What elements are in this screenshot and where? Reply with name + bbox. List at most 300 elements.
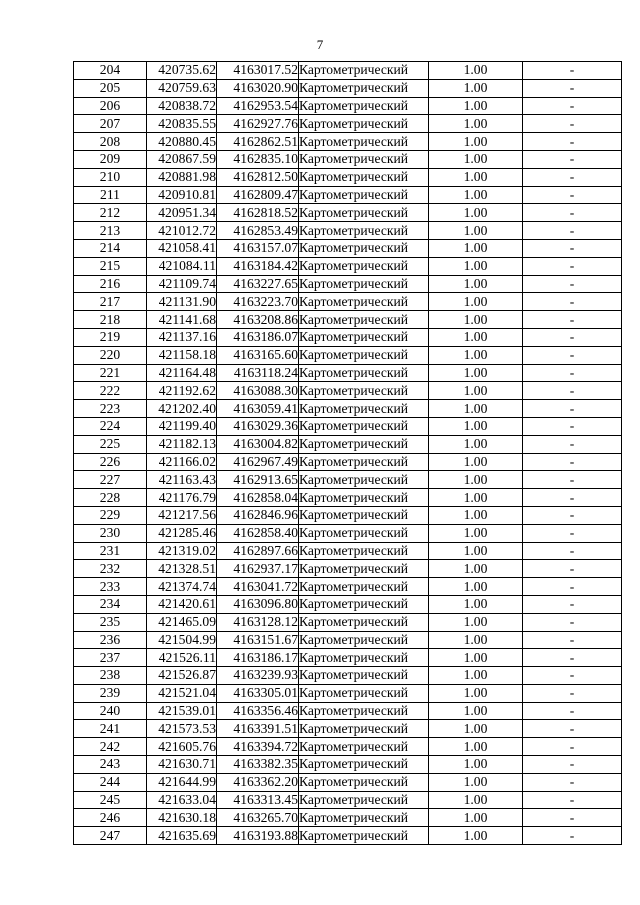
method-cell: Картометрический bbox=[299, 649, 429, 667]
table-row bbox=[74, 364, 622, 382]
accuracy-cell: 1.00 bbox=[429, 311, 523, 329]
method-cell: Картометрический bbox=[299, 400, 429, 418]
point-number-cell: 208 bbox=[74, 133, 147, 151]
method-cell: Картометрический bbox=[299, 150, 429, 168]
x-coordinate-cell: 421166.02 bbox=[147, 453, 217, 471]
point-number-cell: 209 bbox=[74, 150, 147, 168]
description-cell: - bbox=[523, 578, 622, 596]
accuracy-cell: 1.00 bbox=[429, 613, 523, 631]
table-row bbox=[74, 773, 622, 791]
x-coordinate-cell: 420838.72 bbox=[147, 97, 217, 115]
description-cell: - bbox=[523, 97, 622, 115]
accuracy-cell: 1.00 bbox=[429, 257, 523, 275]
x-coordinate-cell: 421644.99 bbox=[147, 773, 217, 791]
description-cell: - bbox=[523, 417, 622, 435]
accuracy-cell: 1.00 bbox=[429, 506, 523, 524]
accuracy-cell: 1.00 bbox=[429, 684, 523, 702]
y-coordinate-cell: 4163017.52 bbox=[217, 62, 299, 80]
table-row bbox=[74, 631, 622, 649]
point-number-cell: 243 bbox=[74, 756, 147, 774]
y-coordinate-cell: 4162835.10 bbox=[217, 150, 299, 168]
point-number-cell: 210 bbox=[74, 168, 147, 186]
table-row bbox=[74, 239, 622, 257]
accuracy-cell: 1.00 bbox=[429, 578, 523, 596]
x-coordinate-cell: 421630.18 bbox=[147, 809, 217, 827]
page-number: 7 bbox=[316, 37, 324, 52]
x-coordinate-cell: 420867.59 bbox=[147, 150, 217, 168]
point-number-cell: 236 bbox=[74, 631, 147, 649]
accuracy-cell: 1.00 bbox=[429, 791, 523, 809]
accuracy-cell: 1.00 bbox=[429, 435, 523, 453]
accuracy-cell: 1.00 bbox=[429, 186, 523, 204]
y-coordinate-cell: 4162809.47 bbox=[217, 186, 299, 204]
table-row bbox=[74, 524, 622, 542]
x-coordinate-cell: 421630.71 bbox=[147, 756, 217, 774]
x-coordinate-cell: 421465.09 bbox=[147, 613, 217, 631]
table-row bbox=[74, 204, 622, 222]
point-number-cell: 205 bbox=[74, 79, 147, 97]
method-cell: Картометрический bbox=[299, 97, 429, 115]
y-coordinate-cell: 4163096.80 bbox=[217, 595, 299, 613]
accuracy-cell: 1.00 bbox=[429, 649, 523, 667]
point-number-cell: 222 bbox=[74, 382, 147, 400]
point-number-cell: 227 bbox=[74, 471, 147, 489]
y-coordinate-cell: 4163186.07 bbox=[217, 328, 299, 346]
table-row bbox=[74, 489, 622, 507]
y-coordinate-cell: 4163165.60 bbox=[217, 346, 299, 364]
y-coordinate-cell: 4163394.72 bbox=[217, 738, 299, 756]
y-coordinate-cell: 4163382.35 bbox=[217, 756, 299, 774]
accuracy-cell: 1.00 bbox=[429, 702, 523, 720]
table-row bbox=[74, 506, 622, 524]
x-coordinate-cell: 421084.11 bbox=[147, 257, 217, 275]
y-coordinate-cell: 4163029.36 bbox=[217, 417, 299, 435]
y-coordinate-cell: 4163313.45 bbox=[217, 791, 299, 809]
description-cell: - bbox=[523, 311, 622, 329]
description-cell: - bbox=[523, 542, 622, 560]
y-coordinate-cell: 4162897.66 bbox=[217, 542, 299, 560]
accuracy-cell: 1.00 bbox=[429, 400, 523, 418]
table-row bbox=[74, 702, 622, 720]
point-number-cell: 244 bbox=[74, 773, 147, 791]
y-coordinate-cell: 4162953.54 bbox=[217, 97, 299, 115]
y-coordinate-cell: 4163088.30 bbox=[217, 382, 299, 400]
accuracy-cell: 1.00 bbox=[429, 239, 523, 257]
method-cell: Картометрический bbox=[299, 346, 429, 364]
x-coordinate-cell: 421420.61 bbox=[147, 595, 217, 613]
accuracy-cell: 1.00 bbox=[429, 524, 523, 542]
method-cell: Картометрический bbox=[299, 79, 429, 97]
table-row bbox=[74, 720, 622, 738]
table-row bbox=[74, 542, 622, 560]
y-coordinate-cell: 4163305.01 bbox=[217, 684, 299, 702]
y-coordinate-cell: 4163391.51 bbox=[217, 720, 299, 738]
description-cell: - bbox=[523, 239, 622, 257]
x-coordinate-cell: 421176.79 bbox=[147, 489, 217, 507]
point-number-cell: 207 bbox=[74, 115, 147, 133]
point-number-cell: 234 bbox=[74, 595, 147, 613]
accuracy-cell: 1.00 bbox=[429, 346, 523, 364]
x-coordinate-cell: 420910.81 bbox=[147, 186, 217, 204]
method-cell: Картометрический bbox=[299, 524, 429, 542]
y-coordinate-cell: 4163186.17 bbox=[217, 649, 299, 667]
point-number-cell: 240 bbox=[74, 702, 147, 720]
table-row bbox=[74, 578, 622, 596]
y-coordinate-cell: 4163265.70 bbox=[217, 809, 299, 827]
x-coordinate-cell: 421521.04 bbox=[147, 684, 217, 702]
method-cell: Картометрический bbox=[299, 257, 429, 275]
x-coordinate-cell: 421328.51 bbox=[147, 560, 217, 578]
description-cell: - bbox=[523, 293, 622, 311]
point-number-cell: 221 bbox=[74, 364, 147, 382]
y-coordinate-cell: 4163184.42 bbox=[217, 257, 299, 275]
point-number-cell: 230 bbox=[74, 524, 147, 542]
point-number-cell: 245 bbox=[74, 791, 147, 809]
method-cell: Картометрический bbox=[299, 791, 429, 809]
point-number-cell: 211 bbox=[74, 186, 147, 204]
method-cell: Картометрический bbox=[299, 222, 429, 240]
table-row bbox=[74, 667, 622, 685]
description-cell: - bbox=[523, 773, 622, 791]
y-coordinate-cell: 4162818.52 bbox=[217, 204, 299, 222]
accuracy-cell: 1.00 bbox=[429, 720, 523, 738]
x-coordinate-cell: 420835.55 bbox=[147, 115, 217, 133]
description-cell: - bbox=[523, 560, 622, 578]
method-cell: Картометрический bbox=[299, 204, 429, 222]
y-coordinate-cell: 4163157.07 bbox=[217, 239, 299, 257]
method-cell: Картометрический bbox=[299, 578, 429, 596]
table-row bbox=[74, 168, 622, 186]
description-cell: - bbox=[523, 79, 622, 97]
description-cell: - bbox=[523, 702, 622, 720]
method-cell: Картометрический bbox=[299, 613, 429, 631]
point-number-cell: 204 bbox=[74, 62, 147, 80]
table-row bbox=[74, 809, 622, 827]
method-cell: Картометрический bbox=[299, 62, 429, 80]
y-coordinate-cell: 4163208.86 bbox=[217, 311, 299, 329]
x-coordinate-cell: 421109.74 bbox=[147, 275, 217, 293]
description-cell: - bbox=[523, 62, 622, 80]
description-cell: - bbox=[523, 186, 622, 204]
x-coordinate-cell: 421374.74 bbox=[147, 578, 217, 596]
point-number-cell: 218 bbox=[74, 311, 147, 329]
y-coordinate-cell: 4162927.76 bbox=[217, 115, 299, 133]
x-coordinate-cell: 421163.43 bbox=[147, 471, 217, 489]
point-number-cell: 214 bbox=[74, 239, 147, 257]
point-number-cell: 219 bbox=[74, 328, 147, 346]
y-coordinate-cell: 4162913.65 bbox=[217, 471, 299, 489]
point-number-cell: 246 bbox=[74, 809, 147, 827]
description-cell: - bbox=[523, 453, 622, 471]
description-cell: - bbox=[523, 435, 622, 453]
x-coordinate-cell: 421192.62 bbox=[147, 382, 217, 400]
accuracy-cell: 1.00 bbox=[429, 328, 523, 346]
method-cell: Картометрический bbox=[299, 328, 429, 346]
y-coordinate-cell: 4162812.50 bbox=[217, 168, 299, 186]
point-number-cell: 233 bbox=[74, 578, 147, 596]
y-coordinate-cell: 4163041.72 bbox=[217, 578, 299, 596]
point-number-cell: 213 bbox=[74, 222, 147, 240]
description-cell: - bbox=[523, 506, 622, 524]
y-coordinate-cell: 4163227.65 bbox=[217, 275, 299, 293]
point-number-cell: 216 bbox=[74, 275, 147, 293]
point-number-cell: 238 bbox=[74, 667, 147, 685]
method-cell: Картометрический bbox=[299, 756, 429, 774]
point-number-cell: 235 bbox=[74, 613, 147, 631]
y-coordinate-cell: 4162937.17 bbox=[217, 560, 299, 578]
y-coordinate-cell: 4162858.04 bbox=[217, 489, 299, 507]
point-number-cell: 206 bbox=[74, 97, 147, 115]
point-number-cell: 229 bbox=[74, 506, 147, 524]
accuracy-cell: 1.00 bbox=[429, 293, 523, 311]
method-cell: Картометрический bbox=[299, 133, 429, 151]
point-number-cell: 239 bbox=[74, 684, 147, 702]
y-coordinate-cell: 4162858.40 bbox=[217, 524, 299, 542]
accuracy-cell: 1.00 bbox=[429, 667, 523, 685]
method-cell: Картометрический bbox=[299, 168, 429, 186]
table-row bbox=[74, 595, 622, 613]
point-number-cell: 225 bbox=[74, 435, 147, 453]
description-cell: - bbox=[523, 204, 622, 222]
accuracy-cell: 1.00 bbox=[429, 542, 523, 560]
point-number-cell: 224 bbox=[74, 417, 147, 435]
point-number-cell: 223 bbox=[74, 400, 147, 418]
description-cell: - bbox=[523, 720, 622, 738]
accuracy-cell: 1.00 bbox=[429, 222, 523, 240]
table-row bbox=[74, 293, 622, 311]
accuracy-cell: 1.00 bbox=[429, 417, 523, 435]
coordinates-table-body bbox=[74, 62, 622, 845]
table-row bbox=[74, 346, 622, 364]
y-coordinate-cell: 4162967.49 bbox=[217, 453, 299, 471]
accuracy-cell: 1.00 bbox=[429, 275, 523, 293]
description-cell: - bbox=[523, 346, 622, 364]
table-row bbox=[74, 311, 622, 329]
description-cell: - bbox=[523, 738, 622, 756]
x-coordinate-cell: 420759.63 bbox=[147, 79, 217, 97]
table-row bbox=[74, 382, 622, 400]
description-cell: - bbox=[523, 150, 622, 168]
y-coordinate-cell: 4163356.46 bbox=[217, 702, 299, 720]
method-cell: Картометрический bbox=[299, 542, 429, 560]
description-cell: - bbox=[523, 382, 622, 400]
description-cell: - bbox=[523, 400, 622, 418]
accuracy-cell: 1.00 bbox=[429, 115, 523, 133]
table-row bbox=[74, 453, 622, 471]
table-row bbox=[74, 275, 622, 293]
method-cell: Картометрический bbox=[299, 738, 429, 756]
x-coordinate-cell: 421633.04 bbox=[147, 791, 217, 809]
accuracy-cell: 1.00 bbox=[429, 738, 523, 756]
method-cell: Картометрический bbox=[299, 827, 429, 845]
table-row bbox=[74, 417, 622, 435]
y-coordinate-cell: 4163059.41 bbox=[217, 400, 299, 418]
y-coordinate-cell: 4163362.20 bbox=[217, 773, 299, 791]
accuracy-cell: 1.00 bbox=[429, 631, 523, 649]
table-row bbox=[74, 97, 622, 115]
description-cell: - bbox=[523, 613, 622, 631]
method-cell: Картометрический bbox=[299, 471, 429, 489]
description-cell: - bbox=[523, 489, 622, 507]
description-cell: - bbox=[523, 667, 622, 685]
method-cell: Картометрический bbox=[299, 239, 429, 257]
description-cell: - bbox=[523, 364, 622, 382]
table-row bbox=[74, 560, 622, 578]
method-cell: Картометрический bbox=[299, 435, 429, 453]
point-number-cell: 247 bbox=[74, 827, 147, 845]
table-row bbox=[74, 471, 622, 489]
accuracy-cell: 1.00 bbox=[429, 168, 523, 186]
method-cell: Картометрический bbox=[299, 453, 429, 471]
x-coordinate-cell: 421164.48 bbox=[147, 364, 217, 382]
point-number-cell: 237 bbox=[74, 649, 147, 667]
method-cell: Картометрический bbox=[299, 275, 429, 293]
table-row bbox=[74, 79, 622, 97]
table-row bbox=[74, 62, 622, 80]
method-cell: Картометрический bbox=[299, 293, 429, 311]
y-coordinate-cell: 4163020.90 bbox=[217, 79, 299, 97]
table-row bbox=[74, 613, 622, 631]
method-cell: Картометрический bbox=[299, 702, 429, 720]
accuracy-cell: 1.00 bbox=[429, 756, 523, 774]
accuracy-cell: 1.00 bbox=[429, 773, 523, 791]
method-cell: Картометрический bbox=[299, 631, 429, 649]
method-cell: Картометрический bbox=[299, 667, 429, 685]
x-coordinate-cell: 420735.62 bbox=[147, 62, 217, 80]
description-cell: - bbox=[523, 809, 622, 827]
y-coordinate-cell: 4162846.96 bbox=[217, 506, 299, 524]
description-cell: - bbox=[523, 631, 622, 649]
method-cell: Картометрический bbox=[299, 417, 429, 435]
method-cell: Картометрический bbox=[299, 720, 429, 738]
description-cell: - bbox=[523, 471, 622, 489]
table-row bbox=[74, 328, 622, 346]
accuracy-cell: 1.00 bbox=[429, 150, 523, 168]
table-row bbox=[74, 738, 622, 756]
method-cell: Картометрический bbox=[299, 115, 429, 133]
x-coordinate-cell: 421131.90 bbox=[147, 293, 217, 311]
method-cell: Картометрический bbox=[299, 364, 429, 382]
accuracy-cell: 1.00 bbox=[429, 809, 523, 827]
accuracy-cell: 1.00 bbox=[429, 471, 523, 489]
accuracy-cell: 1.00 bbox=[429, 97, 523, 115]
table-row bbox=[74, 222, 622, 240]
description-cell: - bbox=[523, 827, 622, 845]
y-coordinate-cell: 4163239.93 bbox=[217, 667, 299, 685]
method-cell: Картометрический bbox=[299, 773, 429, 791]
table-row bbox=[74, 150, 622, 168]
description-cell: - bbox=[523, 222, 622, 240]
x-coordinate-cell: 421526.87 bbox=[147, 667, 217, 685]
description-cell: - bbox=[523, 524, 622, 542]
description-cell: - bbox=[523, 756, 622, 774]
method-cell: Картометрический bbox=[299, 684, 429, 702]
accuracy-cell: 1.00 bbox=[429, 79, 523, 97]
point-number-cell: 242 bbox=[74, 738, 147, 756]
point-number-cell: 241 bbox=[74, 720, 147, 738]
point-number-cell: 226 bbox=[74, 453, 147, 471]
point-number-cell: 228 bbox=[74, 489, 147, 507]
y-coordinate-cell: 4163223.70 bbox=[217, 293, 299, 311]
accuracy-cell: 1.00 bbox=[429, 827, 523, 845]
x-coordinate-cell: 421635.69 bbox=[147, 827, 217, 845]
method-cell: Картометрический bbox=[299, 311, 429, 329]
x-coordinate-cell: 421504.99 bbox=[147, 631, 217, 649]
description-cell: - bbox=[523, 328, 622, 346]
x-coordinate-cell: 421202.40 bbox=[147, 400, 217, 418]
accuracy-cell: 1.00 bbox=[429, 595, 523, 613]
point-number-cell: 220 bbox=[74, 346, 147, 364]
x-coordinate-cell: 421573.53 bbox=[147, 720, 217, 738]
y-coordinate-cell: 4163004.82 bbox=[217, 435, 299, 453]
x-coordinate-cell: 421141.68 bbox=[147, 311, 217, 329]
method-cell: Картометрический bbox=[299, 595, 429, 613]
x-coordinate-cell: 420951.34 bbox=[147, 204, 217, 222]
accuracy-cell: 1.00 bbox=[429, 453, 523, 471]
table-row bbox=[74, 115, 622, 133]
table-row bbox=[74, 649, 622, 667]
y-coordinate-cell: 4163193.88 bbox=[217, 827, 299, 845]
point-number-cell: 231 bbox=[74, 542, 147, 560]
y-coordinate-cell: 4163128.12 bbox=[217, 613, 299, 631]
point-number-cell: 215 bbox=[74, 257, 147, 275]
accuracy-cell: 1.00 bbox=[429, 204, 523, 222]
description-cell: - bbox=[523, 791, 622, 809]
table-row bbox=[74, 684, 622, 702]
description-cell: - bbox=[523, 649, 622, 667]
description-cell: - bbox=[523, 275, 622, 293]
x-coordinate-cell: 421285.46 bbox=[147, 524, 217, 542]
coordinates-table bbox=[73, 61, 622, 845]
x-coordinate-cell: 421182.13 bbox=[147, 435, 217, 453]
method-cell: Картометрический bbox=[299, 186, 429, 204]
accuracy-cell: 1.00 bbox=[429, 382, 523, 400]
table-row bbox=[74, 827, 622, 845]
table-row bbox=[74, 435, 622, 453]
y-coordinate-cell: 4163151.67 bbox=[217, 631, 299, 649]
x-coordinate-cell: 421539.01 bbox=[147, 702, 217, 720]
accuracy-cell: 1.00 bbox=[429, 489, 523, 507]
y-coordinate-cell: 4162853.49 bbox=[217, 222, 299, 240]
accuracy-cell: 1.00 bbox=[429, 560, 523, 578]
method-cell: Картометрический bbox=[299, 506, 429, 524]
x-coordinate-cell: 421217.56 bbox=[147, 506, 217, 524]
method-cell: Картометрический bbox=[299, 382, 429, 400]
x-coordinate-cell: 421526.11 bbox=[147, 649, 217, 667]
description-cell: - bbox=[523, 115, 622, 133]
point-number-cell: 212 bbox=[74, 204, 147, 222]
description-cell: - bbox=[523, 257, 622, 275]
accuracy-cell: 1.00 bbox=[429, 133, 523, 151]
y-coordinate-cell: 4163118.24 bbox=[217, 364, 299, 382]
table-row bbox=[74, 257, 622, 275]
x-coordinate-cell: 421137.16 bbox=[147, 328, 217, 346]
x-coordinate-cell: 421605.76 bbox=[147, 738, 217, 756]
description-cell: - bbox=[523, 684, 622, 702]
point-number-cell: 232 bbox=[74, 560, 147, 578]
description-cell: - bbox=[523, 133, 622, 151]
x-coordinate-cell: 421058.41 bbox=[147, 239, 217, 257]
table-row bbox=[74, 756, 622, 774]
method-cell: Картометрический bbox=[299, 489, 429, 507]
x-coordinate-cell: 421199.40 bbox=[147, 417, 217, 435]
point-number-cell: 217 bbox=[74, 293, 147, 311]
x-coordinate-cell: 421012.72 bbox=[147, 222, 217, 240]
method-cell: Картометрический bbox=[299, 560, 429, 578]
method-cell: Картометрический bbox=[299, 809, 429, 827]
description-cell: - bbox=[523, 168, 622, 186]
table-row bbox=[74, 791, 622, 809]
